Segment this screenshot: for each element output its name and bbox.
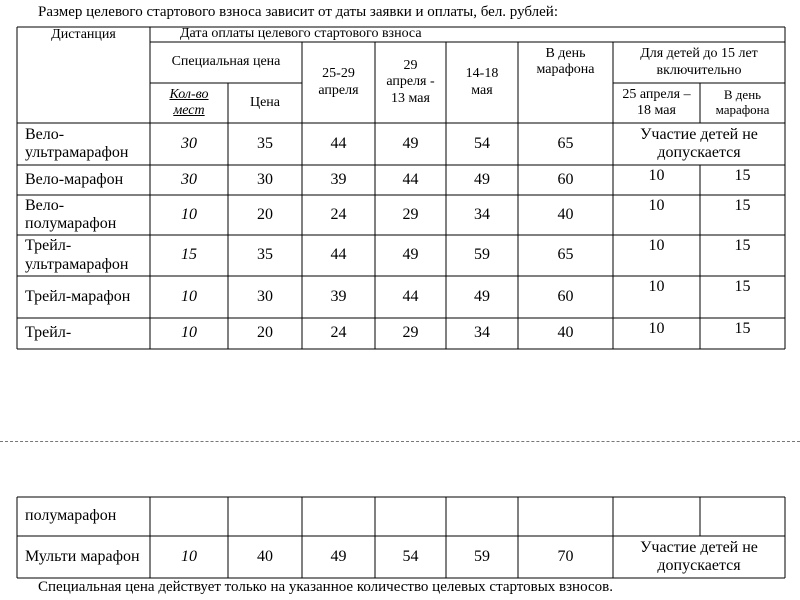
cell-p3: 34 xyxy=(474,205,490,223)
cell-children-raceday: 15 xyxy=(734,237,751,254)
cell-children-early: 10 xyxy=(648,167,665,184)
header-period3: 14-18 мая xyxy=(465,66,499,98)
cell-race-day: 40 xyxy=(557,324,574,342)
cell-price: 30 xyxy=(257,287,273,305)
row-name: Вело-полумарафон xyxy=(25,196,117,232)
caption-bottom: Специальная цена действует только на указанное количество целевых стартовых взносов. xyxy=(38,579,613,595)
cell-children-early: 10 xyxy=(648,320,665,337)
cell-children-raceday: 15 xyxy=(734,278,751,295)
caption-top: Размер целевого стартового взноса зависит от даты заявки и оплаты, бел. рублей: xyxy=(38,4,559,20)
cell-p2: 29 xyxy=(402,324,419,342)
cell-p2: 49 xyxy=(402,246,419,264)
cell-race-day: 60 xyxy=(557,170,574,188)
cell-count: 10 xyxy=(181,547,197,565)
cell-p1: 24 xyxy=(330,324,347,342)
cell-race-day: 65 xyxy=(557,246,574,264)
cell-count: 30 xyxy=(181,170,197,188)
cell-price: 20 xyxy=(257,324,273,342)
cell-count: 10 xyxy=(181,287,197,305)
page-break-divider xyxy=(0,441,800,442)
header-payment-date: Дата оплаты целевого стартового взноса xyxy=(180,26,422,42)
cell-children-early: 10 xyxy=(648,197,665,214)
cell-p3: 59 xyxy=(474,246,490,264)
cell-race-day: 65 xyxy=(557,134,574,152)
cell-p3: 54 xyxy=(474,134,490,152)
cell-count: 15 xyxy=(181,246,197,264)
cell-p2: 54 xyxy=(402,547,419,565)
header-price: Цена xyxy=(249,94,281,110)
cell-price: 35 xyxy=(257,246,273,264)
cell-price: 20 xyxy=(257,205,273,223)
cell-price: 35 xyxy=(257,134,273,152)
cell-price: 30 xyxy=(257,170,273,188)
cell-children-raceday: 15 xyxy=(734,167,751,184)
header-period1: 25-29 апреля xyxy=(318,66,359,98)
cell-p2: 44 xyxy=(402,287,419,305)
header-children: Для детей до 15 лет включительно xyxy=(640,46,758,78)
cell-p2: 29 xyxy=(402,205,419,223)
cell-price: 40 xyxy=(257,547,273,565)
cell-count: 10 xyxy=(181,205,197,223)
row-name: Мульти марафон xyxy=(25,547,140,565)
cell-p3: 49 xyxy=(474,287,490,305)
cell-p3: 34 xyxy=(474,324,490,342)
cell-p1: 39 xyxy=(330,287,347,305)
cell-p1: 44 xyxy=(330,134,347,152)
cell-children-early: 10 xyxy=(648,237,665,254)
cell-children-early: 10 xyxy=(648,278,665,295)
cell-p1: 39 xyxy=(330,170,347,188)
cell-children-raceday: 15 xyxy=(734,320,751,337)
cell-race-day: 70 xyxy=(557,547,574,565)
row-name: Трейл-марафон xyxy=(25,287,131,305)
header-race-day: В день марафона xyxy=(536,46,595,78)
row-name-continued: полумарафон xyxy=(25,507,117,525)
row-name: Вело-марафон xyxy=(25,170,124,188)
header-count: Кол-во мест xyxy=(169,86,209,118)
header-distance: Дистанция xyxy=(51,27,116,42)
cell-children-raceday: 15 xyxy=(734,197,751,214)
cell-p1: 44 xyxy=(330,246,347,264)
row-name: Трейл-ультрамарафон xyxy=(25,237,129,273)
header-children-raceday: В день марафона xyxy=(715,87,770,117)
cell-race-day: 40 xyxy=(557,205,574,223)
row-name: Вело-ультрамарафон xyxy=(25,125,129,161)
cell-count: 10 xyxy=(181,324,197,342)
cell-children-note: Участие детей не допускается xyxy=(640,125,758,161)
cell-children-note: Участие детей не допускается xyxy=(640,538,758,574)
cell-p1: 24 xyxy=(330,205,347,223)
cell-p3: 59 xyxy=(474,547,490,565)
cell-p2: 49 xyxy=(402,134,419,152)
cell-p1: 49 xyxy=(330,547,347,565)
header-special-price: Специальная цена xyxy=(171,54,281,70)
cell-p3: 49 xyxy=(474,170,490,188)
header-period2: 29 апреля - 13 мая xyxy=(386,58,435,106)
cell-p2: 44 xyxy=(402,170,419,188)
header-children-early: 25 апреля – 18 мая xyxy=(622,86,691,118)
cell-race-day: 60 xyxy=(557,287,574,305)
row-name: Трейл- xyxy=(25,324,72,342)
cell-count: 30 xyxy=(181,134,197,152)
